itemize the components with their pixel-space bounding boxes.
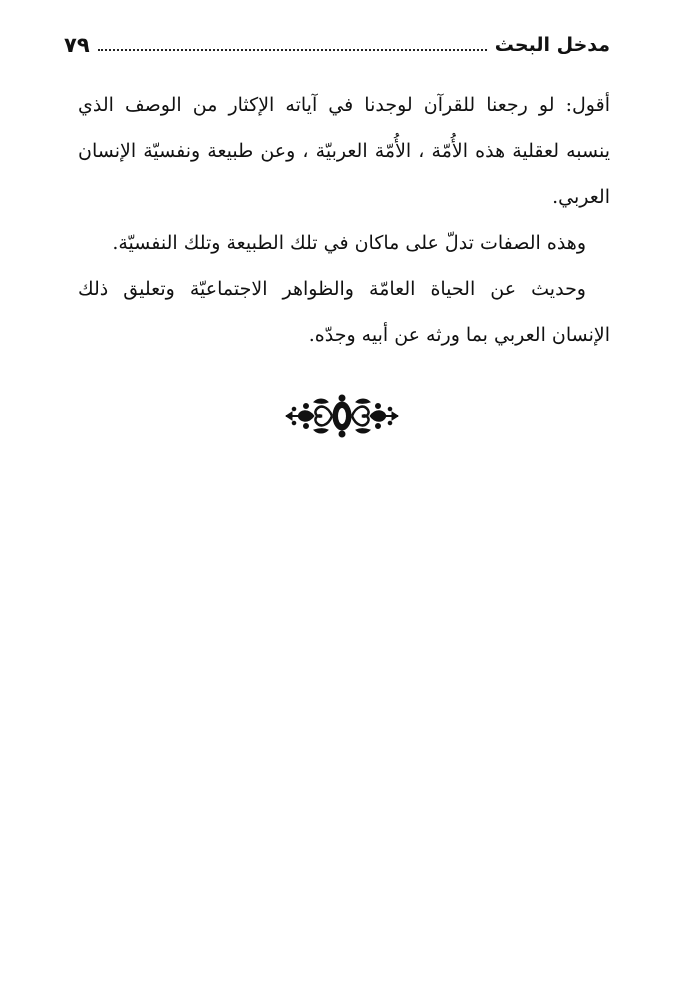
paragraph-1 — [78, 82, 610, 220]
page-number: ٧٩ — [64, 33, 90, 57]
floral-ornament-icon — [284, 392, 400, 440]
chapter-title: مدخل البحث — [494, 34, 610, 56]
header-dot-leader — [98, 30, 487, 60]
text-line: الإنسان العربي بما ورثه عن أبيه وجدّه. — [308, 324, 610, 346]
body-text — [78, 82, 610, 358]
paragraph-2 — [78, 220, 610, 266]
text-line: وحديث عن الحياة العامّة والظواهر الاجتماعيّة وتعليق ذلك — [78, 278, 586, 300]
text-line: العربي. — [552, 186, 610, 208]
text-line: أقول: لو رجعنا للقرآن لوجدنا في آياته الإكثار من الوصف الذي — [78, 94, 610, 116]
running-header — [64, 30, 610, 60]
text-line: وهذه الصفات تدلّ على ماكان في تلك الطبيعة وتلك النفسيّة. — [112, 232, 586, 254]
paragraph-3 — [78, 266, 610, 358]
text-line: ينسبه لعقلية هذه الأُمّة ، الأُمّة العربيّة ، وعن طبيعة ونفسيّة الإنسان — [78, 140, 610, 162]
